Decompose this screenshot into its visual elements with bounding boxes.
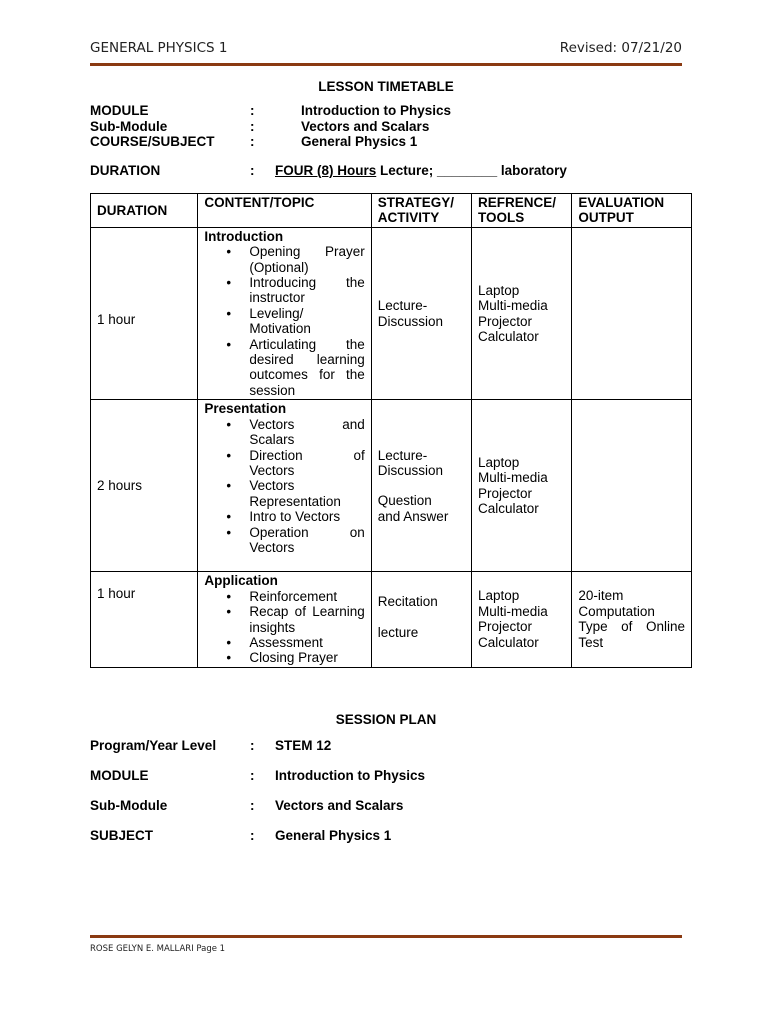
topic-list <box>204 589 364 666</box>
list-item: • Closing Prayer <box>249 650 364 665</box>
footer-rule <box>90 935 682 938</box>
lesson-timetable <box>90 193 692 668</box>
strategy-line: Lecture- <box>377 298 428 314</box>
tool-line: Laptop <box>478 282 520 298</box>
topic-list <box>204 417 364 556</box>
row-strategy <box>371 572 471 667</box>
meta-sep: : <box>250 103 255 118</box>
col-header-tools: REFRENCE/ TOOLS <box>472 194 572 228</box>
strategy-line: Lecture- <box>377 447 428 463</box>
meta-sep: : <box>250 118 255 134</box>
strategy-spacer <box>378 610 465 625</box>
strategy-line: and Answer <box>377 508 449 524</box>
duration-lecture-lab: Lecture; ________ laboratory <box>376 163 567 178</box>
row-tools <box>472 572 572 667</box>
col-header-strategy: STRATEGY/ ACTIVITY <box>371 194 471 228</box>
session-value-program: STEM 12 <box>275 738 332 753</box>
row-duration: 1 hour <box>91 227 198 399</box>
row-content <box>198 400 371 572</box>
strategy-line: Question <box>377 493 432 509</box>
tool-line: Calculator <box>478 501 539 517</box>
list-item: • Articulating the desired learning outcomes for the session <box>249 337 364 399</box>
tool-line: Calculator <box>478 634 539 650</box>
meta-value-module: Introduction to Physics <box>301 103 452 118</box>
page-footer: ROSE GELYN E. MALLARI Page 1 <box>90 944 226 954</box>
session-sep: : <box>250 738 255 753</box>
row-tools <box>472 400 572 572</box>
session-label-module: MODULE <box>90 768 149 783</box>
list-item: • Recap of Learning insights <box>249 604 364 635</box>
table-row <box>91 227 692 399</box>
tool-line: Calculator <box>478 328 539 344</box>
row-strategy <box>371 400 471 572</box>
session-plan-title: SESSION PLAN <box>335 712 437 727</box>
table-header-row <box>91 194 692 228</box>
session-meta <box>90 738 690 848</box>
meta-label-submodule: Sub-Module <box>90 118 168 134</box>
row-tools <box>472 227 572 399</box>
table-row <box>91 572 692 667</box>
meta-label-course: COURSE/SUBJECT <box>90 134 215 149</box>
list-item: • Assessment <box>249 635 364 650</box>
col-header-content: CONTENT/TOPIC <box>198 194 371 228</box>
duration-sep: : <box>250 163 255 178</box>
row-evaluation <box>572 400 692 572</box>
section-title: Presentation <box>204 401 287 417</box>
col-header-evaluation: EVALUATION OUTPUT <box>572 194 692 228</box>
section-title: Application <box>204 573 278 589</box>
list-item: • Leveling/ Motivation <box>249 306 364 337</box>
row-content <box>198 572 371 667</box>
meta-label-module: MODULE <box>90 103 149 118</box>
list-item: • Direction of Vectors <box>249 448 364 479</box>
evaluation-line: Type of Online <box>578 619 685 635</box>
page-header <box>90 40 682 60</box>
tool-line: Multi-media <box>478 470 548 486</box>
duration-label: DURATION <box>90 163 161 178</box>
tool-line: Multi-media <box>478 298 548 314</box>
evaluation-line: Computation <box>578 603 655 619</box>
row-duration: 2 hours <box>91 400 198 572</box>
strategy-spacer <box>378 478 465 493</box>
session-label-subject: SUBJECT <box>90 828 154 843</box>
list-item: • Opening Prayer (Optional) <box>249 244 364 275</box>
session-label-program: Program/Year Level <box>90 738 217 753</box>
tool-line: Projector <box>478 485 533 501</box>
session-value-module: Introduction to Physics <box>275 768 426 783</box>
tool-line: Laptop <box>478 455 520 470</box>
meta-value-course: General Physics 1 <box>301 134 418 149</box>
list-item: • Intro to Vectors <box>249 509 364 524</box>
meta-sep: : <box>250 134 255 149</box>
lesson-timetable-title: LESSON TIMETABLE <box>318 79 454 94</box>
row-strategy <box>371 227 471 399</box>
strategy-line: Discussion <box>377 313 444 329</box>
session-sep: : <box>250 798 255 813</box>
tool-line: Laptop <box>478 588 520 604</box>
topic-list <box>204 244 364 398</box>
col-header-duration: DURATION <box>91 194 198 228</box>
strategy-line: Recitation <box>377 594 438 610</box>
duration-hours: FOUR (8) Hours <box>275 163 377 178</box>
header-revised-date: Revised: 07/21/20 <box>559 40 682 56</box>
list-item: • Reinforcement <box>249 589 364 604</box>
lesson-meta <box>90 103 690 153</box>
list-item: • Introducing the instructor <box>249 275 364 306</box>
duration-line <box>90 163 690 181</box>
evaluation-line: Test <box>578 634 604 650</box>
header-course-title: GENERAL PHYSICS 1 <box>90 40 228 56</box>
session-label-submodule: Sub-Module <box>90 798 168 813</box>
strategy-line: lecture <box>377 624 419 640</box>
tool-line: Projector <box>478 313 533 329</box>
row-evaluation <box>572 572 692 667</box>
row-evaluation <box>572 227 692 399</box>
session-value-submodule: Vectors and Scalars <box>275 798 404 813</box>
header-rule <box>90 63 682 66</box>
row-duration: 1 hour <box>91 572 198 667</box>
strategy-line: Discussion <box>377 462 444 478</box>
section-title: Introduction <box>204 228 284 244</box>
table-row <box>91 400 692 572</box>
list-item: • Vectors Representation <box>249 478 364 509</box>
list-item: • Vectors and Scalars <box>249 417 364 448</box>
session-sep: : <box>250 828 255 843</box>
tool-line: Multi-media <box>478 603 548 619</box>
session-sep: : <box>250 768 255 783</box>
evaluation-line: 20-item <box>578 588 624 604</box>
session-value-subject: General Physics 1 <box>275 828 392 843</box>
meta-value-submodule: Vectors and Scalars <box>301 118 430 134</box>
tool-line: Projector <box>478 619 533 635</box>
list-item: • Operation on Vectors <box>249 525 364 556</box>
row-content <box>198 227 371 399</box>
